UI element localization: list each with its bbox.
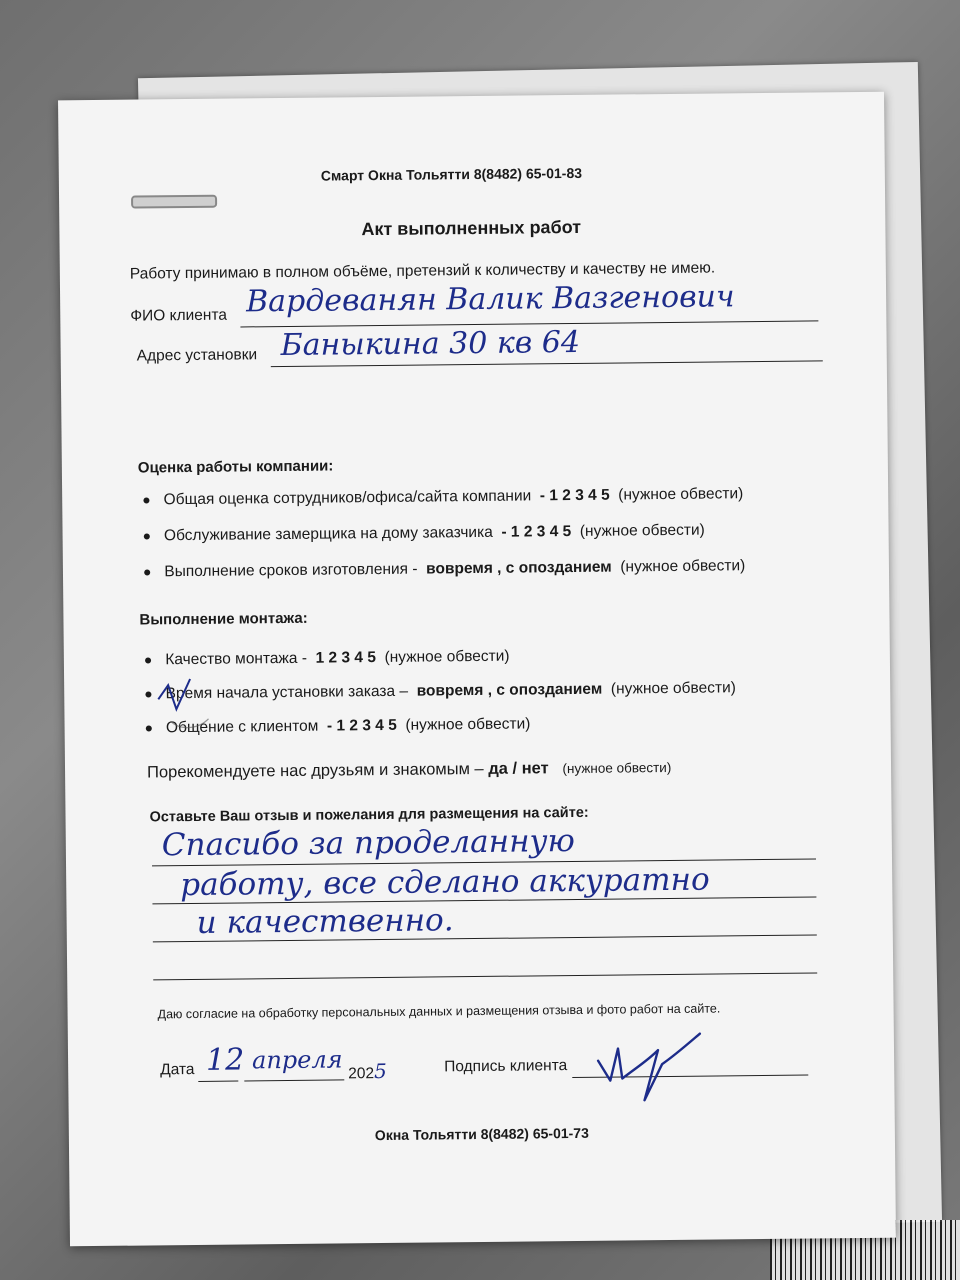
bullet-icon: ●: [144, 719, 154, 736]
bullet-icon: ●: [142, 491, 151, 508]
date-year-prefix: 202: [348, 1065, 375, 1083]
bullet-icon: ●: [142, 563, 152, 580]
recommend-label: Порекомендуете нас друзьям и знакомым –: [146, 759, 484, 782]
review-heading: Оставьте Ваш отзыв и пожелания для размещения на сайте:: [149, 804, 589, 826]
installation-heading: Выполнение монтажа:: [139, 609, 308, 629]
date-day-line: [198, 1081, 238, 1082]
rating-item-measurer: [142, 522, 704, 546]
date-month-line: [244, 1079, 344, 1081]
rating-hint: (нужное обвести): [620, 557, 746, 576]
recommend-hint: (нужное обвести): [562, 759, 672, 777]
act-document: [58, 92, 896, 1247]
date-year-suffix-handwritten: 5: [373, 1058, 387, 1084]
install-hint: (нужное обвести): [384, 647, 510, 666]
rating-item-label: Выполнение сроков изготовления -: [164, 560, 418, 581]
client-name-handwritten: Вардеванян Валик Вазгенович: [245, 279, 735, 320]
handwritten-checkmark: [150, 669, 221, 740]
client-name-label: ФИО клиента: [130, 306, 228, 325]
rating-item-label: Общая оценка сотрудников/офиса/сайта компании: [163, 487, 532, 509]
install-item-quality: [144, 648, 510, 670]
install-item-label: Качество монтажа -: [165, 649, 308, 669]
bullet-icon: ●: [143, 651, 153, 668]
date-year: [348, 1059, 387, 1083]
install-hint: (нужное обвести): [610, 679, 736, 698]
recommend-options: да / нет: [488, 759, 549, 778]
rating-hint: (нужное обвести): [618, 485, 744, 504]
rating-item-deadlines: [143, 557, 746, 581]
rating-hint: (нужное обвести): [579, 521, 705, 540]
install-item-start-time: [144, 679, 736, 703]
install-scale: вовремя , с опозданием: [416, 680, 603, 700]
client-signature: [588, 1019, 719, 1120]
review-handwritten-line-1: Спасибо за проделанную: [161, 822, 575, 864]
install-item-label: Время начала установки заказа –: [165, 682, 409, 703]
rating-item-overall: [142, 485, 743, 509]
consent-text: Даю согласие на обработку персональных данных и размещения отзыва и фото работ на сайте.: [157, 1001, 721, 1022]
footer-company: Окна Тольятти 8(8482) 65-01-73: [374, 1124, 589, 1144]
address-label: Адрес установки: [136, 346, 258, 365]
install-scale: - 1 2 3 4 5: [326, 716, 397, 735]
rating-scale: вовремя , с опозданием: [426, 558, 612, 578]
recommend-question: [147, 758, 671, 782]
signature-label: Подпись клиента: [444, 1057, 568, 1076]
company-rating-heading: Оценка работы компании:: [137, 457, 334, 477]
bullet-icon: ●: [144, 685, 153, 702]
review-handwritten-line-3: и качественно.: [196, 902, 454, 941]
date-day-handwritten: 12: [205, 1042, 245, 1078]
date-label: Дата: [160, 1060, 195, 1079]
rating-scale: - 1 2 3 4 5: [501, 523, 572, 541]
address-handwritten: Баныкина 30 кв 64: [280, 324, 581, 364]
review-handwritten-line-2: работу, все сделано аккуратно: [180, 861, 710, 904]
staple: [131, 195, 217, 209]
install-hint: (нужное обвести): [405, 715, 531, 734]
install-item-label: Общение с клиентом: [165, 717, 319, 737]
rating-item-label: Обслуживание замерщика на дому заказчика: [163, 523, 493, 545]
install-scale: 1 2 3 4 5: [315, 649, 376, 667]
acceptance-statement: Работу принимаю в полном объёме, претензий к количеству и качеству не имею.: [129, 259, 716, 283]
rating-scale: - 1 2 3 4 5: [539, 486, 610, 505]
review-line-4: [153, 972, 817, 980]
date-month-handwritten: апреля: [251, 1045, 343, 1075]
company-header: Смарт Окна Тольятти 8(8482) 65-01-83: [320, 164, 583, 184]
bullet-icon: ●: [142, 527, 152, 544]
document-title: Акт выполненных работ: [361, 216, 582, 240]
